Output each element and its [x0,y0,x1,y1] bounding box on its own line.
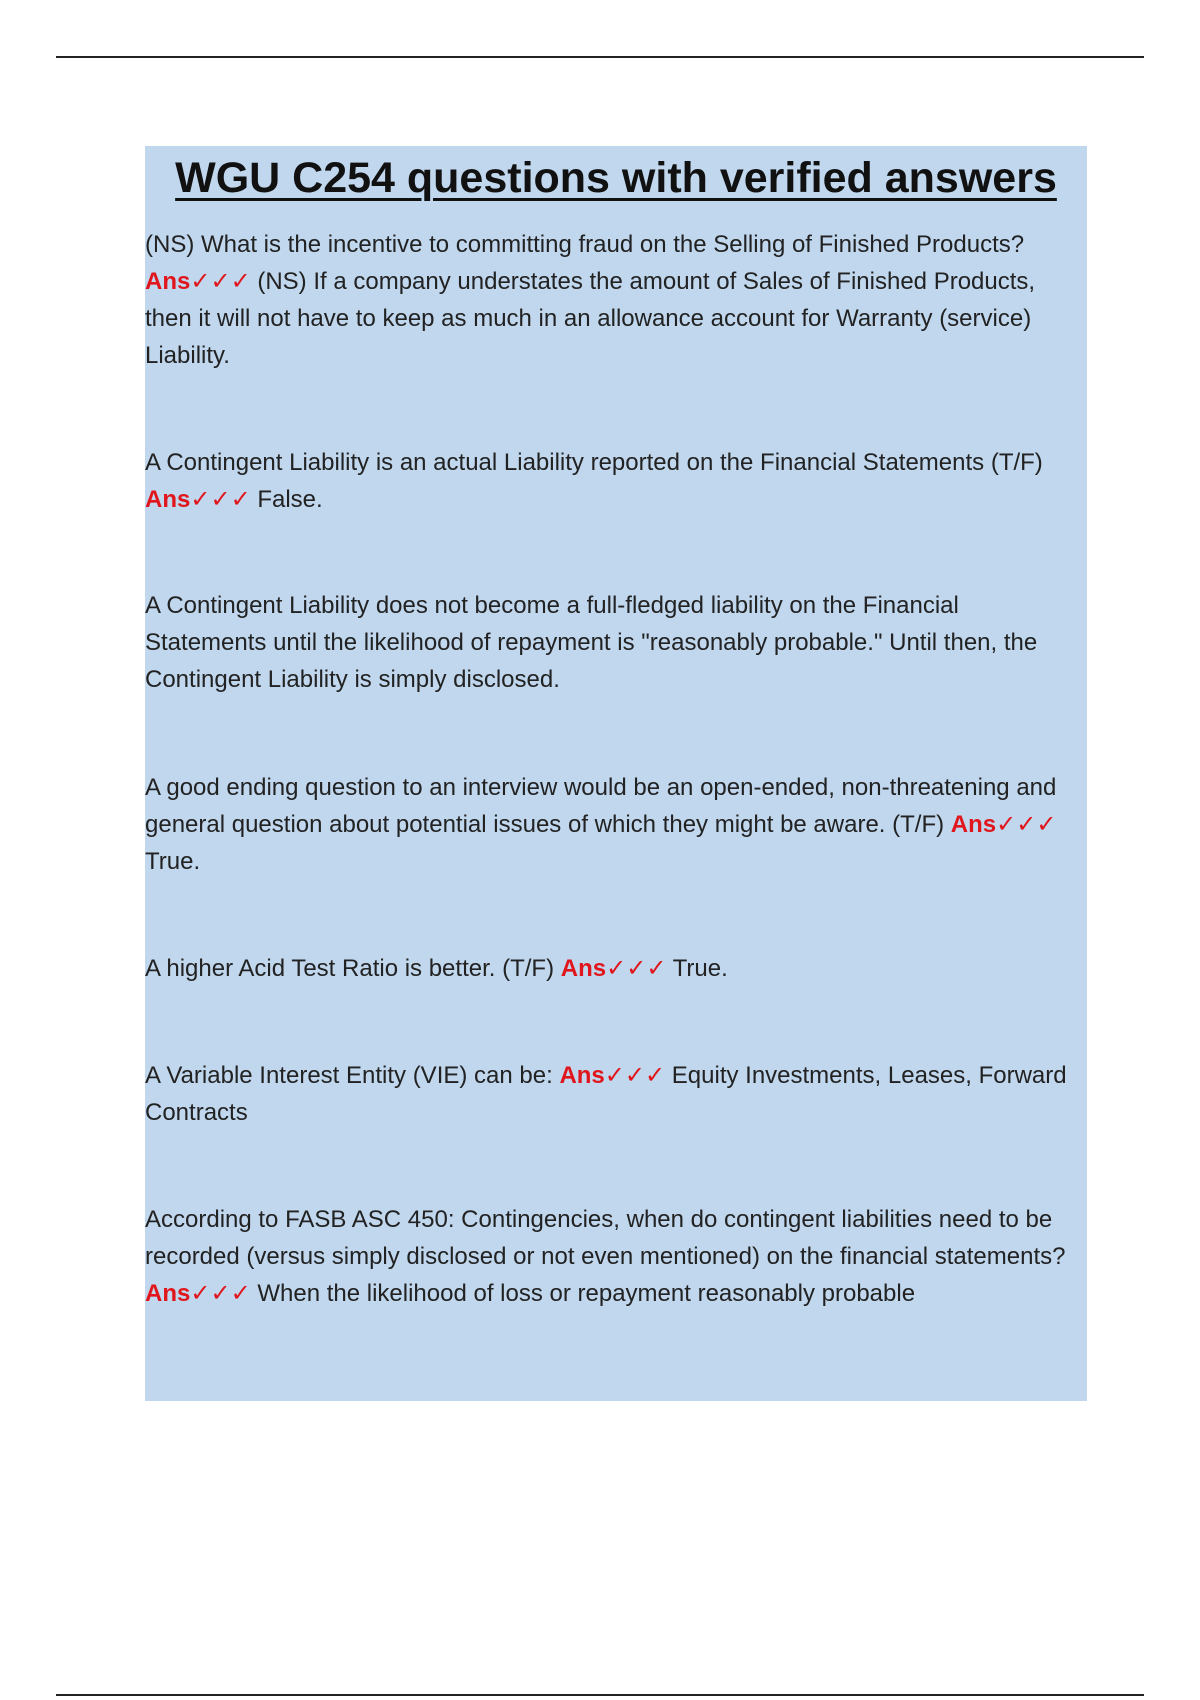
answer-text: (NS) If a company understates the amount of Sales of Finished Products, then it will not have to keep as much in an allowance account for Warranty (service) Liability. [145,268,1036,369]
qa-item-2 [145,444,1085,518]
checkmarks-icon: ✓✓✓ [996,811,1057,838]
question-text: (NS) What is the incentive to committing fraud on the Selling of Finished Products? [145,231,1025,258]
qa-panel [145,146,1087,1401]
checkmarks-icon: ✓✓✓ [190,268,251,295]
qa-item-1 [145,226,1085,374]
qa-item-3 [145,587,1085,698]
checkmarks-icon: ✓✓✓ [190,1280,251,1307]
page-title: WGU C254 questions with verified answers [175,154,1057,202]
answer-label: Ans [145,268,191,295]
qa-item-4 [145,769,1085,880]
answer-text: Equity Investments, Leases, Forward Contracts [145,1062,1067,1126]
checkmarks-icon: ✓✓✓ [606,955,667,982]
question-text: According to FASB ASC 450: Contingencies, when do contingent liabilities need to be recorded (versus simply disclosed or not even mentioned) on the financial statements? [145,1206,1066,1270]
question-text: A Contingent Liability is an actual Liability reported on the Financial Statements (T/F) [145,449,1043,476]
answer-text: True. [145,848,201,875]
answer-label: Ans [145,1280,191,1307]
question-text: A Variable Interest Entity (VIE) can be: [145,1062,553,1089]
checkmarks-icon: ✓✓✓ [604,1062,666,1089]
answer-text: When the likelihood of loss or repayment reasonably probable [257,1280,916,1307]
answer-text: False. [257,486,323,513]
qa-item-5 [145,950,1085,987]
answer-label: Ans [950,811,997,838]
answer-label: Ans [560,955,607,982]
answer-label: Ans [145,486,191,513]
bottom-rule [56,1694,1144,1696]
checkmarks-icon: ✓✓✓ [190,486,251,513]
qa-item-7 [145,1201,1085,1312]
top-rule [56,56,1144,58]
question-text: A higher Acid Test Ratio is better. (T/F) [145,955,555,982]
qa-item-6 [145,1057,1085,1131]
question-text: A Contingent Liability does not become a full-fledged liability on the Financial Statements until the likelihood of repayment is "reasonably probable." Until then, the Contingent Liability is simply disclosed. [145,592,1038,693]
question-text: A good ending question to an interview would be an open-ended, non-threatening and general question about potential issues of which they might be aware. (T/F) [145,774,1057,838]
answer-label: Ans [559,1062,605,1089]
answer-text: True. [672,955,728,982]
